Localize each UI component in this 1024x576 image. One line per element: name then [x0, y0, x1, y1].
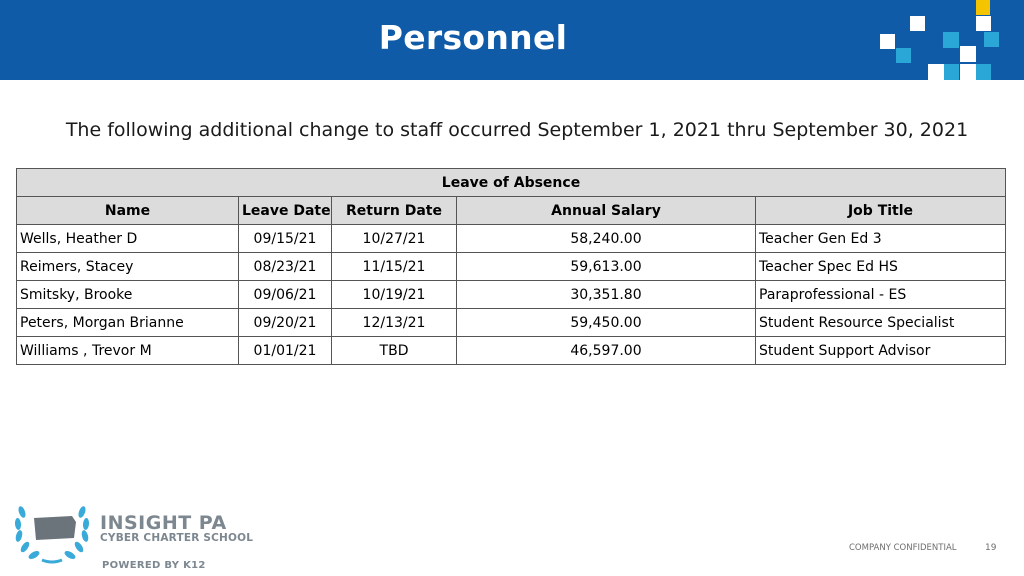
column-header: Annual Salary — [457, 197, 756, 225]
logo-subname: CYBER CHARTER SCHOOL — [100, 532, 254, 544]
cell-annual-salary: 59,613.00 — [457, 253, 756, 281]
header-banner — [0, 0, 1024, 80]
table-row — [17, 337, 1006, 365]
cell-annual-salary: 46,597.00 — [457, 337, 756, 365]
cell-leave-date: 08/23/21 — [239, 253, 332, 281]
cell-leave-date: 01/01/21 — [239, 337, 332, 365]
section-title: Leave of Absence — [17, 169, 1006, 197]
cell-return-date: TBD — [332, 337, 457, 365]
column-header: Return Date — [332, 197, 457, 225]
cell-job-title: Student Support Advisor — [756, 337, 1006, 365]
table-row — [17, 281, 1006, 309]
table-section-row — [17, 169, 1006, 197]
cell-annual-salary: 58,240.00 — [457, 225, 756, 253]
cell-job-title: Teacher Gen Ed 3 — [756, 225, 1006, 253]
cell-name: Williams , Trevor M — [17, 337, 239, 365]
cell-annual-salary: 59,450.00 — [457, 309, 756, 337]
column-header: Name — [17, 197, 239, 225]
cell-leave-date: 09/15/21 — [239, 225, 332, 253]
cell-name: Reimers, Stacey — [17, 253, 239, 281]
cell-return-date: 10/27/21 — [332, 225, 457, 253]
page-number: 19 — [985, 543, 997, 553]
table-row — [17, 309, 1006, 337]
cell-job-title: Student Resource Specialist — [756, 309, 1006, 337]
cell-name: Smitsky, Brooke — [17, 281, 239, 309]
cell-job-title: Paraprofessional - ES — [756, 281, 1006, 309]
cell-return-date: 10/19/21 — [332, 281, 457, 309]
column-header: Job Title — [756, 197, 1006, 225]
school-laurel-logo-icon — [12, 498, 96, 566]
cell-annual-salary: 30,351.80 — [457, 281, 756, 309]
cell-leave-date: 09/06/21 — [239, 281, 332, 309]
cell-return-date: 11/15/21 — [332, 253, 457, 281]
table-header-row — [17, 197, 1006, 225]
cell-name: Wells, Heather D — [17, 225, 239, 253]
cell-name: Peters, Morgan Brianne — [17, 309, 239, 337]
table-row — [17, 225, 1006, 253]
table-row — [17, 253, 1006, 281]
leave-of-absence-table — [16, 168, 1006, 365]
confidential-label: COMPANY CONFIDENTIAL — [849, 543, 957, 553]
column-header: Leave Date — [239, 197, 332, 225]
cell-return-date: 12/13/21 — [332, 309, 457, 337]
logo-tagline: POWERED BY K12 — [102, 560, 206, 571]
change-description: The following additional change to staff occurred September 1, 2021 thru September 30, 2021 — [65, 119, 969, 141]
logo-name: INSIGHT PA — [100, 512, 227, 534]
cell-leave-date: 09/20/21 — [239, 309, 332, 337]
cell-job-title: Teacher Spec Ed HS — [756, 253, 1006, 281]
page-title: Personnel — [378, 18, 568, 57]
decorative-squares-icon — [870, 0, 1024, 80]
